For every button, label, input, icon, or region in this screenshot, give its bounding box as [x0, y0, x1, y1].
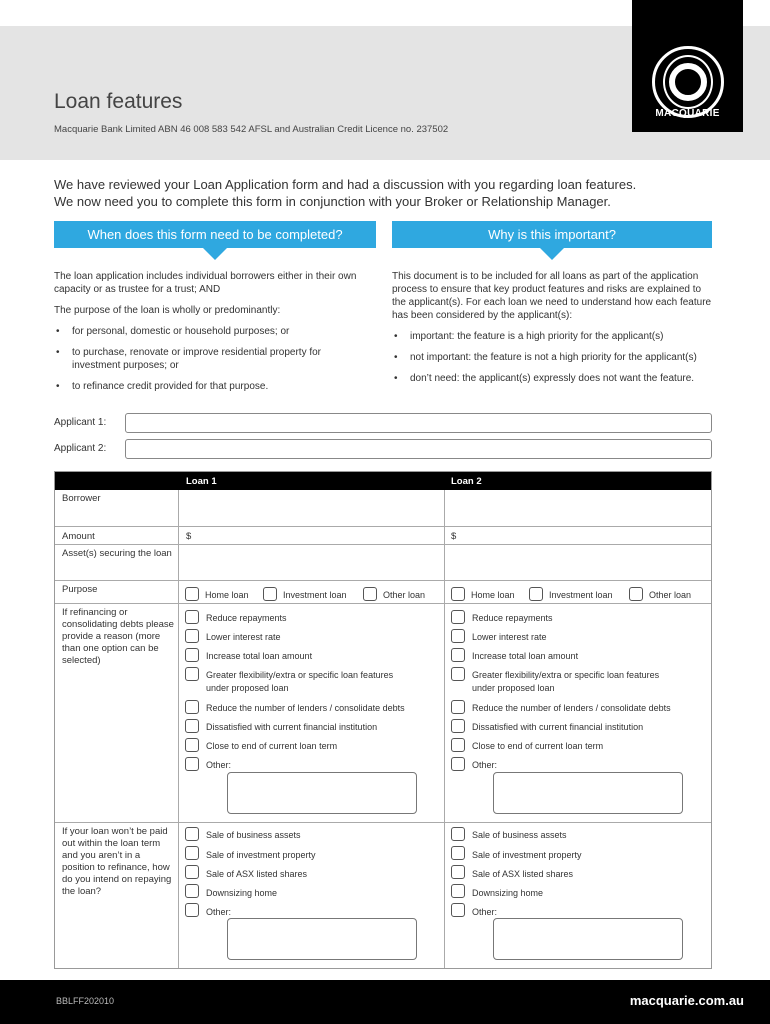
- loan-2-refinance-option: Close to end of current loan term: [472, 741, 604, 751]
- loan-2-refinance-checkbox[interactable]: [451, 700, 465, 714]
- column-divider: [178, 490, 179, 968]
- why-bullet: • don’t need: the applicant(s) expressly does not want the feature.: [392, 372, 714, 385]
- loan-1-refinance-option: Reduce repayments: [206, 613, 287, 623]
- loan-2-refinance-option: Reduce the number of lenders / consolidate debts: [472, 703, 671, 713]
- loan-2-investment-loan-label: Investment loan: [549, 590, 613, 600]
- borrower-label: Borrower: [62, 493, 101, 504]
- when-bullet: • for personal, domestic or household purposes; or: [54, 325, 374, 338]
- when-bullet: • to refinance credit provided for that purpose.: [54, 380, 374, 393]
- loan-2-refinance-other-label: Other:: [472, 760, 498, 770]
- loan-1-home-loan-label: Home loan: [205, 590, 249, 600]
- loan-1-refinance-option: Lower interest rate: [206, 632, 281, 642]
- down-arrow-icon: [540, 248, 564, 260]
- loan-2-header: Loan 2: [451, 476, 482, 487]
- row-divider: [55, 544, 711, 545]
- loan-1-refinance-other-checkbox[interactable]: [185, 757, 199, 771]
- loan-1-refinance-checkbox[interactable]: [185, 700, 199, 714]
- loan-2-payoff-option: Sale of ASX listed shares: [472, 869, 574, 879]
- loan-2-other-loan-label: Other loan: [649, 590, 692, 600]
- loan-2-refinance-option-cont: under proposed loan: [472, 683, 555, 693]
- applicant-1-label: Applicant 1:: [54, 417, 107, 428]
- loan-2-investment-loan-checkbox[interactable]: [529, 587, 543, 601]
- row-divider: [55, 603, 711, 604]
- footer: [0, 980, 770, 1024]
- loan-2-home-loan-checkbox[interactable]: [451, 587, 465, 601]
- loan-table: [54, 471, 712, 969]
- when-paragraph-1: The loan application includes individual borrowers either in their own capacity or as trustee for a trust; AND: [54, 271, 357, 295]
- loan-2-refinance-checkbox[interactable]: [451, 738, 465, 752]
- loan-1-refinance-option-cont: under proposed loan: [206, 683, 289, 693]
- loan-1-refinance-option: Reduce the number of lenders / consolidate debts: [206, 703, 405, 713]
- when-bullet-list: [54, 325, 374, 393]
- loan-1-home-loan-checkbox[interactable]: [185, 587, 199, 601]
- form-code: BBLFF202010: [56, 996, 115, 1006]
- loan-2-refinance-checkbox[interactable]: [451, 648, 465, 662]
- assets-label: Asset(s) securing the loan: [62, 548, 172, 559]
- loan-1-refinance-option: Increase total loan amount: [206, 651, 313, 661]
- loan-1-payoff-option: Sale of investment property: [206, 850, 316, 860]
- when-banner: [54, 221, 376, 248]
- loan-1-refinance-checkbox[interactable]: [185, 719, 199, 733]
- loan-1-other-loan-label: Other loan: [383, 590, 426, 600]
- loan-2-payoff-checkbox[interactable]: [451, 865, 465, 879]
- row-divider: [55, 526, 711, 527]
- why-bullet: • important: the feature is a high priority for the applicant(s): [392, 330, 714, 343]
- loan-1-payoff-checkbox[interactable]: [185, 827, 199, 841]
- loan-1-payoff-checkbox[interactable]: [185, 884, 199, 898]
- loan-1-refinance-option: Greater flexibility/extra or specific loan features: [206, 670, 394, 680]
- loan-2-refinance-option: Increase total loan amount: [472, 651, 579, 661]
- loan-2-payoff-checkbox[interactable]: [451, 846, 465, 860]
- loan-1-refinance-other-label: Other:: [206, 760, 232, 770]
- loan-2-payoff-other-checkbox[interactable]: [451, 903, 465, 917]
- loan-2-refinance-option: Reduce repayments: [472, 613, 553, 623]
- refinance-label: If refinancing or consolidating debts please provide a reason (more than one option can be selected): [62, 607, 174, 666]
- loan-2-refinance-option: Dissatisfied with current financial institution: [472, 722, 644, 732]
- loan-1-refinance-checkbox[interactable]: [185, 648, 199, 662]
- why-column: [392, 270, 714, 393]
- macquarie-logo: [632, 0, 743, 132]
- applicant-1-field[interactable]: [125, 413, 712, 433]
- loan-2-other-loan-checkbox[interactable]: [629, 587, 643, 601]
- loan-2-payoff-option: Sale of business assets: [472, 830, 567, 840]
- loan-1-payoff-option: Sale of ASX listed shares: [206, 869, 308, 879]
- amount-label: Amount: [62, 531, 95, 542]
- loan-2-refinance-other-field[interactable]: [493, 772, 683, 814]
- column-divider: [444, 490, 445, 968]
- loan-1-refinance-option: Close to end of current loan term: [206, 741, 338, 751]
- loan-2-amount-currency: $: [451, 531, 457, 542]
- loan-2-refinance-checkbox[interactable]: [451, 719, 465, 733]
- loan-1-header: Loan 1: [186, 476, 217, 487]
- loan-2-refinance-checkbox[interactable]: [451, 629, 465, 643]
- loan-2-payoff-option: Sale of investment property: [472, 850, 582, 860]
- loan-1-refinance-checkbox[interactable]: [185, 629, 199, 643]
- loan-1-refinance-other-field[interactable]: [227, 772, 417, 814]
- logo-text: MACQUARIE: [655, 108, 720, 119]
- why-banner: [392, 221, 712, 248]
- loan-1-refinance-option: Dissatisfied with current financial institution: [206, 722, 378, 732]
- loan-1-payoff-other-field[interactable]: [227, 918, 417, 960]
- licence-subtitle: Macquarie Bank Limited ABN 46 008 583 542 AFSL and Australian Credit Licence no. 237502: [54, 124, 449, 135]
- loan-1-refinance-checkbox[interactable]: [185, 667, 199, 681]
- loan-1-payoff-option: Downsizing home: [206, 888, 278, 898]
- when-banner-label: When does this form need to be completed?: [87, 227, 343, 242]
- website-url: macquarie.com.au: [629, 993, 744, 1008]
- loan-1-refinance-checkbox[interactable]: [185, 610, 199, 624]
- loan-1-payoff-other-label: Other:: [206, 907, 232, 917]
- applicant-2-label: Applicant 2:: [54, 443, 107, 454]
- when-bullet: • to purchase, renovate or improve residential property for investment purposes; or: [54, 346, 374, 372]
- intro-line-2: We now need you to complete this form in conjunction with your Broker or Relationship Manager.: [54, 194, 611, 209]
- loan-1-payoff-checkbox[interactable]: [185, 846, 199, 860]
- intro-line-1: We have reviewed your Loan Application form and had a discussion with you regarding loan features.: [54, 177, 637, 192]
- loan-1-payoff-checkbox[interactable]: [185, 865, 199, 879]
- row-divider: [55, 580, 711, 581]
- page-title: Loan features: [54, 90, 183, 113]
- row-divider: [55, 822, 711, 823]
- loan-2-payoff-other-label: Other:: [472, 907, 498, 917]
- loan-2-refinance-option: Lower interest rate: [472, 632, 547, 642]
- loan-1-payoff-option: Sale of business assets: [206, 830, 301, 840]
- loan-2-refinance-checkbox[interactable]: [451, 667, 465, 681]
- loan-1-investment-loan-label: Investment loan: [283, 590, 347, 600]
- loan-2-payoff-checkbox[interactable]: [451, 827, 465, 841]
- applicant-2-field[interactable]: [125, 439, 712, 459]
- loan-2-refinance-checkbox[interactable]: [451, 610, 465, 624]
- why-banner-label: Why is this important?: [488, 227, 616, 242]
- loan-2-payoff-option: Downsizing home: [472, 888, 544, 898]
- loan-1-payoff-other-checkbox[interactable]: [185, 903, 199, 917]
- loan-1-investment-loan-checkbox[interactable]: [263, 587, 277, 601]
- why-bullet-list: [392, 330, 714, 385]
- when-column: [54, 270, 374, 401]
- loan-2-payoff-other-field[interactable]: [493, 918, 683, 960]
- loan-2-home-loan-label: Home loan: [471, 590, 515, 600]
- table-header: [55, 472, 711, 490]
- loan-2-refinance-option: Greater flexibility/extra or specific loan features: [472, 670, 660, 680]
- intro-text: [54, 176, 734, 210]
- loan-2-refinance-other-checkbox[interactable]: [451, 757, 465, 771]
- down-arrow-icon: [203, 248, 227, 260]
- loan-1-amount-currency: $: [186, 531, 192, 542]
- loan-1-refinance-checkbox[interactable]: [185, 738, 199, 752]
- why-paragraph: This document is to be included for all loans as part of the application process to ensure that key product features and risks are explained to the applicant(s). For each loan we need to understand how each feature has been considered by the applicant(s):: [392, 271, 712, 321]
- why-bullet: • not important: the feature is not a high priority for the applicant(s): [392, 351, 714, 364]
- payoff-label: If your loan won’t be paid out within the loan term and you aren’t in a position to refinance, how do you intend on repaying the loan?: [62, 826, 172, 897]
- purpose-label: Purpose: [62, 584, 98, 595]
- loan-1-other-loan-checkbox[interactable]: [363, 587, 377, 601]
- loan-2-payoff-checkbox[interactable]: [451, 884, 465, 898]
- when-paragraph-2: The purpose of the loan is wholly or predominantly:: [54, 305, 281, 316]
